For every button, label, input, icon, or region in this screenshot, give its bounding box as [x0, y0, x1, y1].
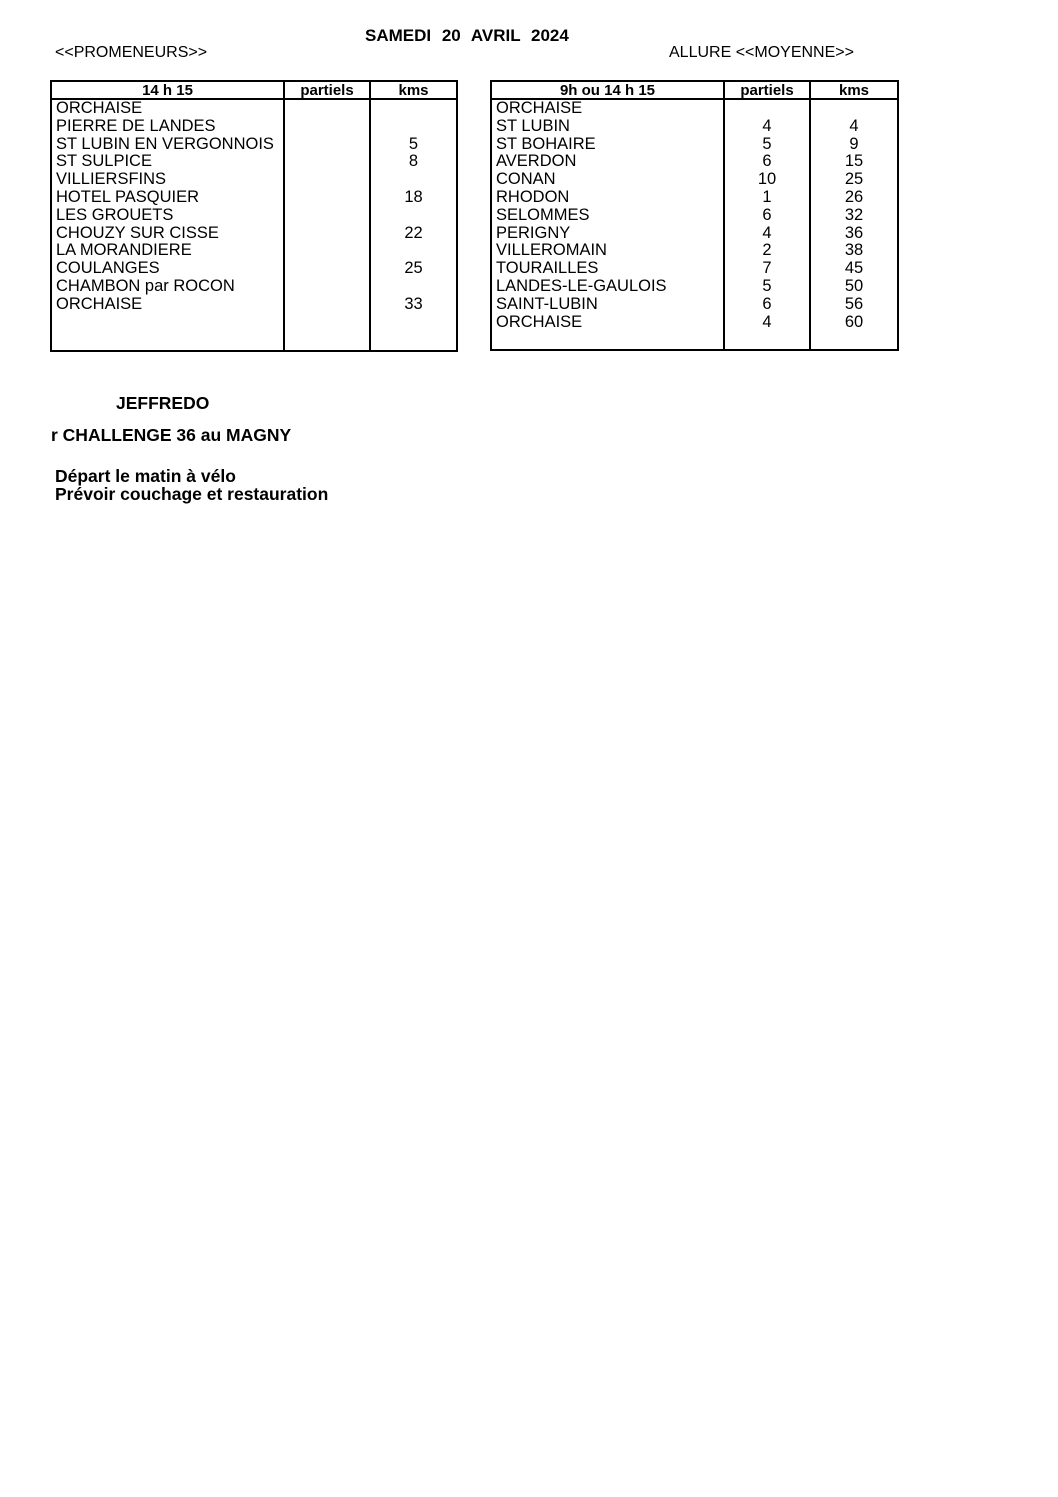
stage-place: HOTEL PASQUIER [51, 189, 284, 207]
stage-partiel: 7 [724, 260, 810, 278]
stage-place: LANDES-LE-GAULOIS [491, 278, 724, 296]
stage-partiel: 4 [724, 314, 810, 332]
table-row [51, 296, 457, 314]
stage-kms: 18 [370, 189, 457, 207]
moyenne-route-body [491, 99, 898, 350]
page-title: SAMEDI 20 AVRIL 2024 [365, 26, 569, 45]
stage-partiel [284, 278, 370, 296]
stage-partiel [284, 242, 370, 260]
stage-kms: 22 [370, 225, 457, 243]
stage-partiel [284, 260, 370, 278]
table-header-row [51, 81, 457, 99]
stage-place: CHOUZY SUR CISSE [51, 225, 284, 243]
stage-partiel [284, 189, 370, 207]
stage-kms: 26 [810, 189, 898, 207]
table-row [51, 207, 457, 225]
stage-place: AVERDON [491, 153, 724, 171]
promeneurs-route-body [51, 99, 457, 351]
stage-kms: 8 [370, 153, 457, 171]
table-row [491, 207, 898, 225]
table-row [51, 171, 457, 189]
stage-place: ST SULPICE [51, 153, 284, 171]
stage-partiel: 2 [724, 242, 810, 260]
table-row [51, 99, 457, 118]
table-row [491, 171, 898, 189]
stage-place: SAINT-LUBIN [491, 296, 724, 314]
stage-partiel: 5 [724, 278, 810, 296]
stage-partiel [284, 296, 370, 314]
stage-place: VILLIERSFINS [51, 171, 284, 189]
stage-kms: 38 [810, 242, 898, 260]
table-row [51, 278, 457, 296]
group-label-moyenne: ALLURE <<MOYENNE>> [669, 44, 854, 61]
header-kms: kms [370, 81, 457, 99]
table-row [491, 118, 898, 136]
stage-place: COULANGES [51, 260, 284, 278]
empty-cell [724, 331, 810, 350]
stage-kms [370, 171, 457, 189]
stage-kms [370, 242, 457, 260]
header-partiels: partiels [284, 81, 370, 99]
stage-partiel: 10 [724, 171, 810, 189]
stage-kms [370, 278, 457, 296]
table-row [51, 225, 457, 243]
header-departure-time: 14 h 15 [51, 81, 284, 99]
table-row [491, 314, 898, 332]
stage-place: SELOMMES [491, 207, 724, 225]
stage-partiel [724, 99, 810, 118]
stage-partiel: 5 [724, 136, 810, 154]
stage-partiel: 6 [724, 153, 810, 171]
stage-partiel [284, 225, 370, 243]
table-row [51, 136, 457, 154]
promeneurs-route-table [50, 80, 458, 352]
stage-place: ORCHAISE [51, 99, 284, 118]
table-row [51, 189, 457, 207]
empty-cell [284, 314, 370, 351]
header-departure-time: 9h ou 14 h 15 [491, 81, 724, 99]
stage-place: PIERRE DE LANDES [51, 118, 284, 136]
stage-partiel: 1 [724, 189, 810, 207]
stage-kms: 60 [810, 314, 898, 332]
table-row [491, 296, 898, 314]
stage-place: LA MORANDIERE [51, 242, 284, 260]
moyenne-route-table [490, 80, 899, 351]
stage-place: ORCHAISE [491, 99, 724, 118]
stage-kms: 45 [810, 260, 898, 278]
stage-kms [810, 99, 898, 118]
stage-place: ST LUBIN EN VERGONNOIS [51, 136, 284, 154]
table-row [491, 242, 898, 260]
stage-kms: 9 [810, 136, 898, 154]
empty-cell [370, 314, 457, 351]
stage-place: ST LUBIN [491, 118, 724, 136]
stage-place: ORCHAISE [51, 296, 284, 314]
stage-kms [370, 118, 457, 136]
table-filler-row [51, 314, 457, 351]
table-row [491, 189, 898, 207]
group-label-promeneurs: <<PROMENEURS>> [55, 44, 208, 61]
stage-kms: 50 [810, 278, 898, 296]
stage-partiel: 6 [724, 296, 810, 314]
note-lodging: Prévoir couchage et restauration [55, 484, 329, 504]
stage-place: ORCHAISE [491, 314, 724, 332]
table-row [491, 99, 898, 118]
table-row [51, 153, 457, 171]
stage-place: ST BOHAIRE [491, 136, 724, 154]
empty-cell [810, 331, 898, 350]
table-header-row [491, 81, 898, 99]
stage-kms [370, 207, 457, 225]
stage-kms: 25 [810, 171, 898, 189]
stage-kms: 33 [370, 296, 457, 314]
organizer-name: JEFFREDO [116, 393, 210, 413]
stage-place: PERIGNY [491, 225, 724, 243]
stage-partiel [284, 99, 370, 118]
stage-partiel: 6 [724, 207, 810, 225]
table-row [491, 278, 898, 296]
stage-place: CHAMBON par ROCON [51, 278, 284, 296]
table-row [51, 260, 457, 278]
stage-kms: 25 [370, 260, 457, 278]
stage-kms: 36 [810, 225, 898, 243]
header-kms: kms [810, 81, 898, 99]
stage-partiel [284, 118, 370, 136]
table-row [491, 136, 898, 154]
stage-kms: 5 [370, 136, 457, 154]
stage-partiel [284, 136, 370, 154]
stage-partiel: 4 [724, 118, 810, 136]
table-row [491, 260, 898, 278]
stage-partiel: 4 [724, 225, 810, 243]
stage-kms: 4 [810, 118, 898, 136]
empty-cell [491, 331, 724, 350]
stage-place: VILLEROMAIN [491, 242, 724, 260]
stage-partiel [284, 207, 370, 225]
table-filler-row [491, 331, 898, 350]
stage-partiel [284, 153, 370, 171]
empty-cell [51, 314, 284, 351]
stage-kms: 56 [810, 296, 898, 314]
table-row [51, 118, 457, 136]
stage-place: CONAN [491, 171, 724, 189]
stage-place: LES GROUETS [51, 207, 284, 225]
table-row [491, 225, 898, 243]
table-row [491, 153, 898, 171]
challenge-line: r CHALLENGE 36 au MAGNY [51, 425, 292, 445]
stage-place: RHODON [491, 189, 724, 207]
stage-place: TOURAILLES [491, 260, 724, 278]
header-partiels: partiels [724, 81, 810, 99]
stage-kms [370, 99, 457, 118]
stage-kms: 15 [810, 153, 898, 171]
stage-partiel [284, 171, 370, 189]
note-departure: Départ le matin à vélo [55, 466, 236, 486]
stage-kms: 32 [810, 207, 898, 225]
table-row [51, 242, 457, 260]
